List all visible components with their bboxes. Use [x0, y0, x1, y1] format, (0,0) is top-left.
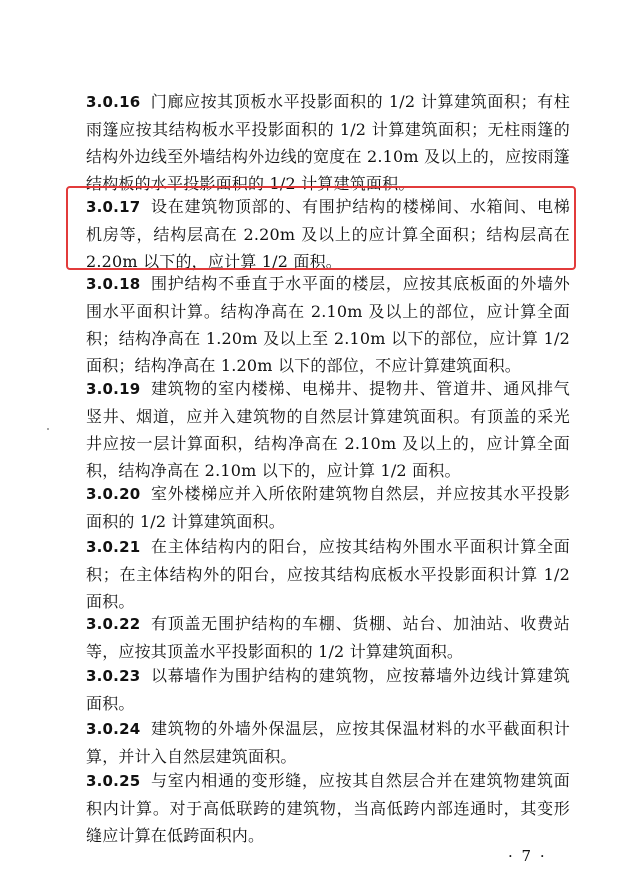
clause-3-0-20 [86, 480, 570, 535]
clause-text: 围护结构不垂直于水平面的楼层，应按其底板面的外墙外围水平面积计算。结构净高在 2.10m 及以上的部位，应计算全面积；结构净高在 1.20m 及以上至 2.10m 以下的部位，应计算 1/2 面积；结构净高在 1.20m 以下的部位，不应计算建筑面积。 [86, 274, 570, 375]
clause-text: 门廊应按其顶板水平投影面积的 1/2 计算建筑面积；有柱雨篷应按其结构板水平投影面积的 1/2 计算建筑面积；无柱雨篷的结构外边线至外墙结构外边线的宽度在 2.10m 及以上的，应按雨篷结构板的水平投影面积的 1/2 计算建筑面积。 [86, 92, 570, 193]
clause-number: 3.0.16 [86, 93, 141, 111]
clause-text: 建筑物的室内楼梯、电梯井、提物井、管道井、通风排气竖井、烟道，应并入建筑物的自然层计算建筑面积。有顶盖的采光井应按一层计算面积，结构净高在 2.10m 及以上的，应计算全面积，结构净高在 2.10m 以下的，应计算 1/2 面积。 [86, 379, 570, 480]
clause-number: 3.0.22 [86, 615, 141, 633]
clause-3-0-23 [86, 662, 570, 717]
page-number: · 7 · [508, 847, 547, 865]
clause-text: 与室内相通的变形缝，应按其自然层合并在建筑物建筑面积内计算。对于高低联跨的建筑物，当高低跨内部连通时，其变形缝应计算在低跨面积内。 [86, 771, 570, 845]
clause-text: 设在建筑物顶部的、有围护结构的楼梯间、水箱间、电梯机房等，结构层高在 2.20m 及以上的应计算全面积；结构层高在 2.20m 以下的，应计算 1/2 面积。 [86, 197, 570, 271]
clause-text: 在主体结构内的阳台，应按其结构外围水平面积计算全面积；在主体结构外的阳台，应按其结构底板水平投影面积计算 1/2 面积。 [86, 537, 570, 611]
clause-text: 有顶盖无围护结构的车棚、货棚、站台、加油站、收费站等，应按其顶盖水平投影面积的 1/2 计算建筑面积。 [86, 614, 570, 661]
clause-number: 3.0.24 [86, 720, 141, 738]
clause-3-0-18 [86, 270, 570, 379]
clause-3-0-19 [86, 375, 570, 484]
clause-number: 3.0.23 [86, 667, 141, 685]
clause-text: 建筑物的外墙外保温层，应按其保温材料的水平截面积计算，并计入自然层建筑面积。 [86, 719, 570, 766]
clause-3-0-25 [86, 767, 570, 849]
clause-number: 3.0.20 [86, 485, 141, 503]
clause-3-0-24 [86, 715, 570, 770]
clause-number: 3.0.18 [86, 275, 141, 293]
clause-3-0-16 [86, 88, 570, 197]
margin-mark [47, 428, 49, 430]
clause-3-0-22 [86, 610, 570, 665]
highlight-annotation-box [66, 186, 576, 270]
clause-number: 3.0.17 [86, 198, 141, 216]
clause-number: 3.0.21 [86, 538, 141, 556]
clause-number: 3.0.19 [86, 380, 141, 398]
clause-number: 3.0.25 [86, 772, 141, 790]
clause-3-0-21 [86, 533, 570, 615]
clause-text: 室外楼梯应并入所依附建筑物自然层，并应按其水平投影面积的 1/2 计算建筑面积。 [86, 484, 570, 531]
clause-text: 以幕墙作为围护结构的建筑物，应按幕墙外边线计算建筑面积。 [86, 666, 570, 713]
